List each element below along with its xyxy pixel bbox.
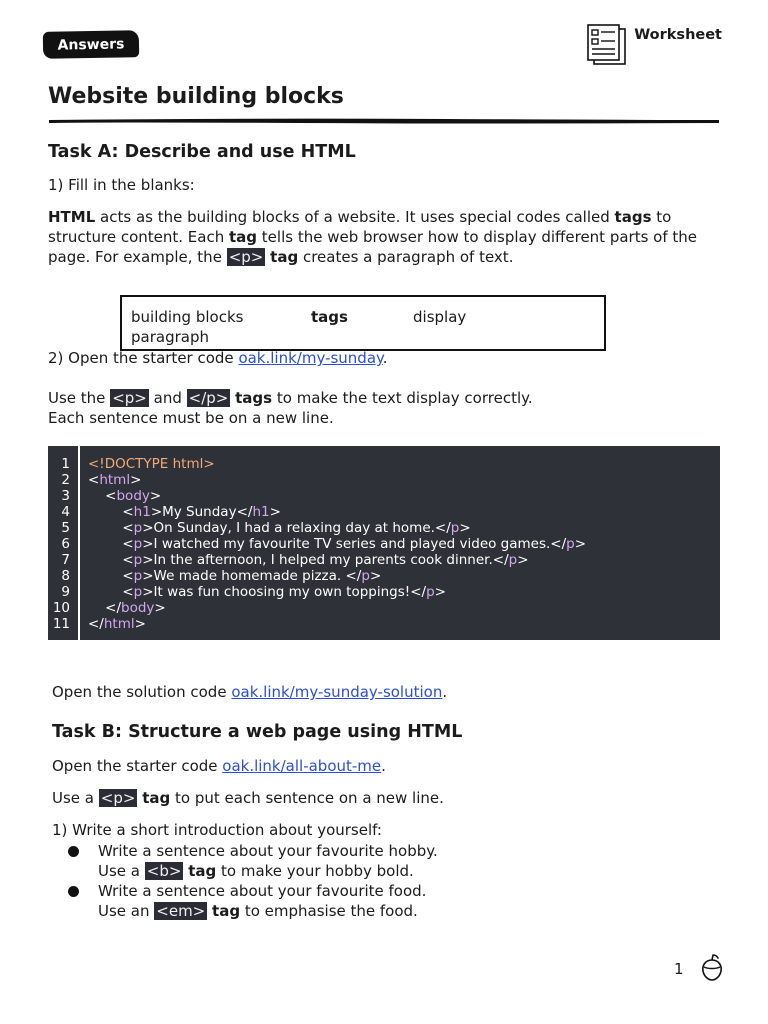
q2-text: 2) Open the starter code [48,349,239,367]
code-line [88,584,446,600]
code-line [88,488,161,504]
task-a-heading: Task A: Describe and use HTML [48,142,356,162]
code-line [88,536,586,552]
code-text: > [269,504,281,520]
list-item [52,881,732,921]
code-text: > [459,520,471,536]
bold-tag-b: tag [142,789,171,807]
task-b-bullets [52,841,732,921]
use-text-1: Use a [52,789,99,807]
code-line [88,600,166,616]
line-number: 3 [61,488,70,504]
code-line [88,616,146,632]
starter-text: Open the starter code [52,757,223,775]
solution-text: Open the solution code [52,683,232,701]
bold-tag-bullet: tag [188,862,217,880]
code-text: <!DOCTYPE html> [88,456,215,472]
code-text: >It was fun choosing my own toppings!</ [142,584,427,600]
use-text-2: to put each sentence on a new line. [170,789,444,807]
code-text: < [88,536,134,552]
code-text: >I watched my favourite TV series and played video games.</ [142,536,567,552]
line-number: 5 [61,520,70,536]
code-text: >My Sunday</ [150,504,253,520]
starter-code-link[interactable]: oak.link/my-sunday [238,349,383,367]
code-line [88,568,381,584]
code-text: > [574,536,587,552]
word-bank-item: display [413,308,467,326]
page-title: Website building blocks [48,84,344,109]
line-number: 11 [52,616,70,632]
code-tag-name: p [133,584,143,600]
code-text: < [88,488,117,504]
code-text: </ [88,616,104,632]
p-open-chip: <p> [112,389,147,407]
p-tag-chip-b: <p> [100,789,136,807]
code-tag-name: p [566,536,575,552]
instr-line-2: Each sentence must be on a new line. [48,409,334,427]
task-b-q1: 1) Write a short introduction about yourself: [52,821,382,839]
code-tag-name: p [133,552,143,568]
task-b-heading: Task B: Structure a web page using HTML [52,722,463,742]
solution-period: . [442,683,448,701]
b-tag-chip: <b> [146,862,182,880]
para-text-4: creates a paragraph of text. [298,248,514,266]
code-text: < [88,584,134,600]
task-a-q1-label: 1) Fill in the blanks: [48,176,195,194]
task-a-paragraph [48,207,724,267]
instr-text-2: and [148,389,187,407]
bullet-line-1: Write a sentence about your favourite food. [98,882,427,900]
code-tag-name: html [99,472,131,488]
code-tag-name: h1 [252,504,270,520]
code-line [88,504,281,520]
code-tag-name: body [121,600,155,616]
code-text: >On Sunday, I had a relaxing day at home.</ [142,520,451,536]
q2-period: . [382,349,388,367]
code-text: < [88,472,100,488]
p-close-chip: </p> [188,389,229,407]
para-text-3: tells the web browser how to display different parts of the page. For example, the [48,228,698,266]
bullet-pre: Use a [98,862,145,880]
instr-text-3: to make the text display correctly. [272,389,533,407]
line-number: 9 [61,584,70,600]
code-text: < [88,520,134,536]
code-text: >In the afternoon, I helped my parents cook dinner.</ [142,552,509,568]
code-text: >We made homemade pizza. </ [142,568,362,584]
all-about-me-link[interactable]: oak.link/all-about-me [222,757,382,775]
solution-line [52,683,447,701]
worksheet-icon [586,24,628,66]
code-text: > [149,488,162,504]
code-tag-name: html [103,616,135,632]
code-text: > [134,616,146,632]
bullet-post: to emphasise the food. [240,902,418,920]
code-line [88,456,215,472]
line-number: 2 [61,472,70,488]
line-number: 10 [52,600,70,616]
p-tag-chip: <p> [228,248,264,266]
code-text: </ [88,600,122,616]
code-text: < [88,568,134,584]
code-tag-name: p [133,536,143,552]
para-text-2: to structure content. Each [48,208,672,246]
code-text: > [369,568,382,584]
title-underline [47,117,721,125]
code-tag-name: p [133,568,143,584]
bullet-icon [68,886,79,897]
line-number: 4 [61,504,70,520]
task-a-instruction [48,388,533,428]
code-line [88,552,529,568]
code-tag-name: h1 [133,504,151,520]
code-text: < [88,552,134,568]
list-item [52,841,732,881]
line-number: 1 [61,456,70,472]
instr-text-1: Use the [48,389,111,407]
code-tag-name: p [426,584,435,600]
code-text: > [517,552,529,568]
bullet-pre: Use an [98,902,155,920]
code-text: < [88,504,134,520]
acorn-logo-icon [700,954,724,982]
code-text: > [130,472,142,488]
bold-tag-bullet: tag [212,902,241,920]
task-b-starter [52,757,386,775]
worksheet-label: Worksheet [634,27,722,43]
code-tag-name: p [361,568,370,584]
para-text-1: acts as the building blocks of a website. It uses special codes called [95,208,615,226]
line-number-gutter [48,446,80,640]
code-tag-name: p [508,552,518,568]
line-number: 6 [61,536,70,552]
task-b-use-line [52,789,444,807]
code-line [88,472,141,488]
bold-tags-instr: tags [235,389,273,407]
answers-badge [43,30,139,59]
em-tag-chip: <em> [156,902,206,920]
solution-code-link[interactable]: oak.link/my-sunday-solution [231,683,443,701]
code-tag-name: p [133,520,143,536]
bold-tag: tag [229,228,258,246]
bullet-post: to make your hobby bold. [216,862,414,880]
line-number: 7 [61,552,70,568]
code-line [88,520,471,536]
word-bank-item: building blocks [131,308,244,326]
code-tag-name: body [116,488,150,504]
code-text: > [154,600,166,616]
bold-html: HTML [48,208,96,226]
bullet-icon [68,846,79,857]
starter-period: . [381,757,386,775]
answers-badge-label: Answers [57,35,125,54]
word-bank-item: paragraph [131,328,209,346]
code-text: > [434,584,446,600]
bold-tag-2: tag [270,248,299,266]
word-bank-item: tags [311,308,348,326]
word-bank [120,295,606,351]
bullet-line-1: Write a sentence about your favourite hobby. [98,842,438,860]
code-block [48,446,720,640]
bold-tags: tags [614,208,652,226]
line-number: 8 [61,568,70,584]
page-number: 1 [674,960,684,978]
code-tag-name: p [450,520,460,536]
task-a-q2 [48,349,388,367]
